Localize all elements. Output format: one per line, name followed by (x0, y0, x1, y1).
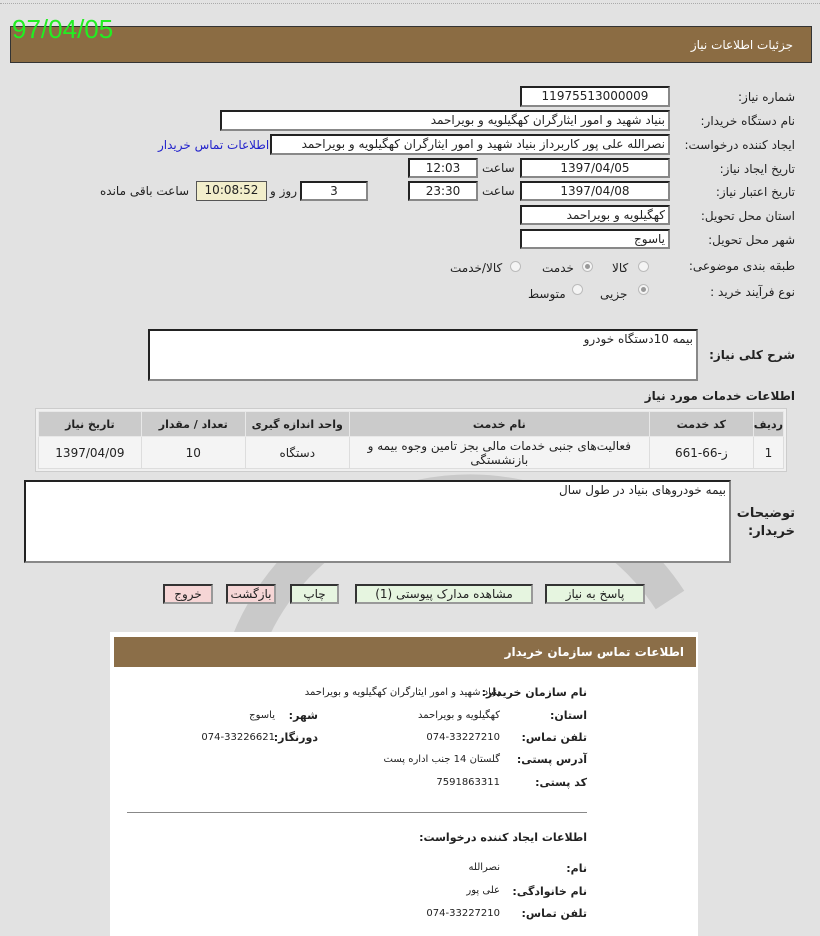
city-label-2: شهر: (288, 709, 318, 722)
radio-goods-service-label: کالا/خدمت (450, 261, 503, 275)
cell-name: فعالیت‌های جنبی خدمات مالی بجز تامین وجوه بیمه و بازنشستگی (349, 437, 649, 469)
city-label: شهر محل تحویل: (708, 233, 795, 247)
contact-header (114, 637, 696, 667)
created-date-field[interactable]: 1397/04/05 (520, 158, 670, 178)
attachments-button[interactable]: مشاهده مدارک پیوستی (1) (355, 584, 533, 604)
notes-label: توضیحات خریدار: (736, 506, 795, 539)
family-value: علی پور (466, 885, 500, 896)
category-label: طبقه بندی موضوعی: (688, 259, 795, 273)
services-title: اطلاعات خدمات مورد نیاز (644, 389, 795, 403)
col-date: تاریخ نیاز (39, 412, 142, 437)
creator-phone-value: 074-33227210 (426, 908, 500, 919)
top-divider (0, 3, 820, 4)
phone-label: تلفن تماس: (521, 731, 587, 744)
creator-label: ایجاد کننده درخواست: (684, 138, 795, 152)
name-value: نصرالله (468, 862, 500, 873)
phone-value: 074-33227210 (426, 732, 500, 743)
remaining-label: ساعت باقی مانده (100, 184, 190, 198)
creator-info-title: اطلاعات ایجاد کننده درخواست: (419, 831, 587, 844)
description-textarea[interactable]: بیمه 10دستگاه خودرو (148, 329, 698, 381)
province-label: استان محل تحویل: (700, 209, 795, 223)
radio-service[interactable] (582, 261, 593, 272)
process-label: نوع فرآیند خرید : (710, 285, 795, 299)
fax-label: دورنگار: (273, 731, 318, 744)
postal-value: 7591863311 (436, 777, 500, 788)
radio-goods-service[interactable] (510, 261, 521, 272)
cell-row: 1 (753, 437, 783, 469)
days-label: روز و (270, 184, 297, 198)
table-row (39, 437, 784, 469)
cell-code: ز-66-661 (649, 437, 753, 469)
expiry-date-field[interactable]: 1397/04/08 (520, 181, 670, 201)
need-number-field[interactable]: 11975513000009 (520, 86, 670, 107)
expiry-time-field[interactable]: 23:30 (408, 181, 478, 201)
address-label: آدرس پستی: (516, 753, 587, 766)
print-button[interactable]: چاپ (290, 584, 339, 604)
creator-field[interactable]: نصرالله علی پور کاربرداز بنیاد شهید و امور ایثارگران کهگیلویه و بویراحمد (270, 134, 670, 155)
created-time-label: ساعت (482, 161, 515, 175)
radio-minor[interactable] (638, 284, 649, 295)
contact-panel (110, 632, 698, 936)
creator-phone-label: تلفن تماس: (521, 907, 587, 920)
cell-unit: دستگاه (245, 437, 349, 469)
province-label-2: استان: (550, 709, 587, 722)
radio-goods-label: کالا (612, 261, 629, 275)
contact-divider (127, 812, 587, 813)
col-qty: تعداد / مقدار (141, 412, 245, 437)
need-number-label: شماره نیاز: (738, 90, 795, 104)
services-table (35, 408, 787, 472)
radio-medium-label: متوسط (528, 287, 566, 301)
created-label: تاریخ ایجاد نیاز: (719, 162, 795, 176)
buyer-org-field[interactable]: بنیاد شهید و امور ایثارگران کهگیلویه و بویراحمد (220, 110, 670, 131)
col-row: ردیف (753, 412, 783, 437)
address-value: گلستان 14 جنب اداره پست (383, 754, 500, 765)
radio-medium[interactable] (572, 284, 583, 295)
notes-textarea[interactable]: بیمه خودروهای بنیاد در طول سال (24, 480, 731, 563)
family-label: نام خانوادگی: (512, 885, 587, 898)
contact-title: اطلاعات تماس سازمان خریدار (504, 645, 684, 659)
radio-service-label: خدمت (542, 261, 574, 275)
col-name: نام خدمت (349, 412, 649, 437)
fax-value: 074-33226621 (201, 732, 275, 743)
city-value: یاسوج (249, 710, 275, 721)
page-title: جزئیات اطلاعات نیاز (690, 38, 793, 52)
col-unit: واحد اندازه گیری (245, 412, 349, 437)
buyer-contact-link[interactable]: اطلاعات تماس خریدار (158, 138, 270, 152)
remaining-time: 10:08:52 (196, 181, 267, 201)
stamp-date: 97/04/05 (12, 14, 114, 44)
buyer-org-label: نام دستگاه خریدار: (700, 114, 795, 128)
postal-label: کد پستی: (535, 776, 587, 789)
expiry-time-label: ساعت (482, 184, 515, 198)
expiry-label: تاریخ اعتبار نیاز: (715, 185, 795, 199)
radio-goods[interactable] (638, 261, 649, 272)
description-label: شرح کلی نیاز: (709, 348, 795, 362)
org-label: نام سازمان خریدار: (481, 686, 587, 699)
province-value: کهگیلویه و بویراحمد (418, 710, 500, 721)
city-field[interactable]: یاسوج (520, 229, 670, 249)
exit-button[interactable]: خروج (163, 584, 213, 604)
province-field[interactable]: کهگیلویه و بویراحمد (520, 205, 670, 225)
cell-date: 1397/04/09 (39, 437, 142, 469)
cell-qty: 10 (141, 437, 245, 469)
radio-minor-label: جزیی (600, 287, 628, 301)
created-time-field[interactable]: 12:03 (408, 158, 478, 178)
days-field[interactable]: 3 (300, 181, 368, 201)
name-label: نام: (566, 862, 587, 875)
reply-button[interactable]: پاسخ به نیاز (545, 584, 645, 604)
page-header (10, 26, 812, 63)
org-value: بنیاد شهید و امور ایثارگران کهگیلویه و بویراحمد (304, 687, 500, 698)
back-button[interactable]: بازگشت (226, 584, 276, 604)
col-code: کد خدمت (649, 412, 753, 437)
